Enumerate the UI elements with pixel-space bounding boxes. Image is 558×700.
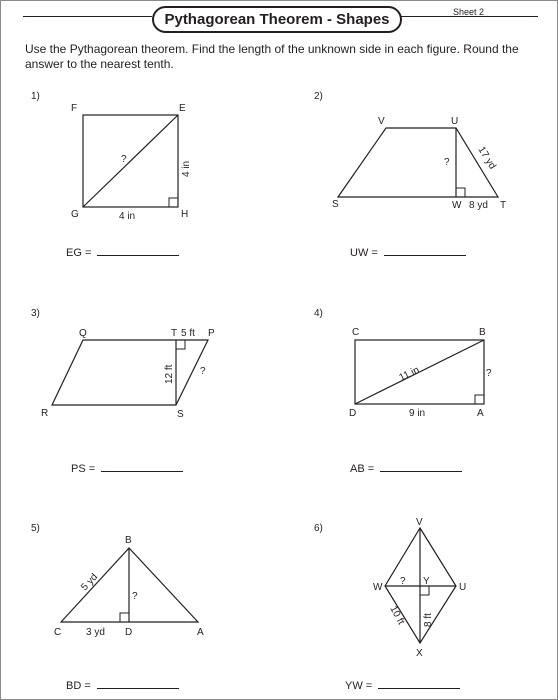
sheet-number: Sheet 2 [453, 7, 485, 17]
answer-label-2: UW = [350, 247, 378, 259]
vertex-D: D [125, 627, 133, 638]
figure-3-parallelogram [52, 340, 208, 405]
right-angle-marker [420, 586, 429, 595]
vertex-S: S [332, 199, 339, 210]
side-TP-length: 5 ft [181, 328, 195, 339]
vertex-P: P [208, 328, 215, 339]
vertex-R: R [41, 408, 49, 419]
problem-3-number: 3) [31, 308, 40, 319]
unknown-UW: ? [444, 157, 450, 168]
answer-label-5: BD = [66, 680, 91, 692]
vertex-A: A [197, 627, 204, 638]
figures-layer [1, 1, 557, 699]
side-DA-length: 9 in [409, 408, 426, 419]
side-TS-length: 12 ft [164, 364, 175, 384]
figure-6-rhombus [385, 528, 456, 643]
vertex-D: D [349, 408, 357, 419]
side-EH-length: 4 in [181, 160, 192, 177]
vertex-U: U [451, 116, 459, 127]
parallelogram-outline [52, 340, 208, 405]
vertex-G: G [71, 209, 79, 220]
right-angle-marker [169, 198, 178, 207]
instructions: Use the Pythagorean theorem. Find the length of the unknown side in each figure. Round the answer to the nearest tenth. [25, 42, 519, 71]
unknown-BD: ? [132, 591, 138, 602]
vertex-V: V [378, 116, 385, 127]
vertex-A: A [477, 408, 484, 419]
square-diagonal [83, 115, 178, 207]
answer-label-4: AB = [350, 463, 375, 475]
vertex-Y: Y [423, 576, 430, 587]
worksheet-title: Pythagorean Theorem - Shapes [152, 6, 402, 33]
answer-label-1: EG = [66, 247, 92, 259]
problem-6-number: 6) [314, 523, 323, 534]
side-WX-length: 10 ft [387, 604, 407, 627]
vertex-B: B [479, 327, 486, 338]
right-angle-marker [176, 340, 185, 349]
figure-1-square [83, 115, 178, 207]
vertex-W: W [452, 200, 462, 211]
problem-4-number: 4) [314, 308, 323, 319]
vertex-H: H [181, 209, 189, 220]
side-GH-length: 4 in [119, 211, 136, 222]
vertex-T: T [171, 328, 178, 339]
problem-1-number: 1) [31, 91, 40, 102]
vertex-C: C [54, 627, 62, 638]
vertex-T: T [500, 200, 507, 211]
unknown-YW: ? [400, 576, 406, 587]
vertex-Q: Q [79, 328, 87, 339]
side-CB-length: 5 yd [79, 571, 101, 594]
right-angle-marker [475, 395, 484, 404]
vertex-W: W [373, 582, 383, 593]
vertex-X: X [416, 648, 423, 659]
side-DB-length: 11 in [397, 364, 422, 384]
problem-5-number: 5) [31, 523, 40, 534]
vertex-S: S [177, 409, 184, 420]
answer-label-3: PS = [71, 463, 96, 475]
trapezoid-outline [338, 128, 498, 197]
problem-2-number: 2) [314, 91, 323, 102]
vertex-C: C [352, 327, 360, 338]
right-angle-marker [456, 188, 465, 197]
unknown-PS: ? [200, 366, 206, 377]
right-angle-marker [120, 613, 129, 622]
side-YX-length: 8 ft [423, 613, 434, 627]
answer-label-6: YW = [345, 680, 373, 692]
vertex-E: E [179, 103, 186, 114]
vertex-B: B [125, 535, 132, 546]
side-UT-length: 17 yd [475, 144, 498, 172]
unknown-AB: ? [486, 368, 492, 379]
side-WT-length: 8 yd [469, 200, 488, 211]
figure-2-trapezoid [338, 128, 498, 197]
side-CD-length: 3 yd [86, 627, 105, 638]
unknown-EG: ? [121, 154, 127, 165]
vertex-V: V [416, 517, 423, 528]
vertex-U: U [459, 582, 467, 593]
vertex-F: F [71, 103, 78, 114]
